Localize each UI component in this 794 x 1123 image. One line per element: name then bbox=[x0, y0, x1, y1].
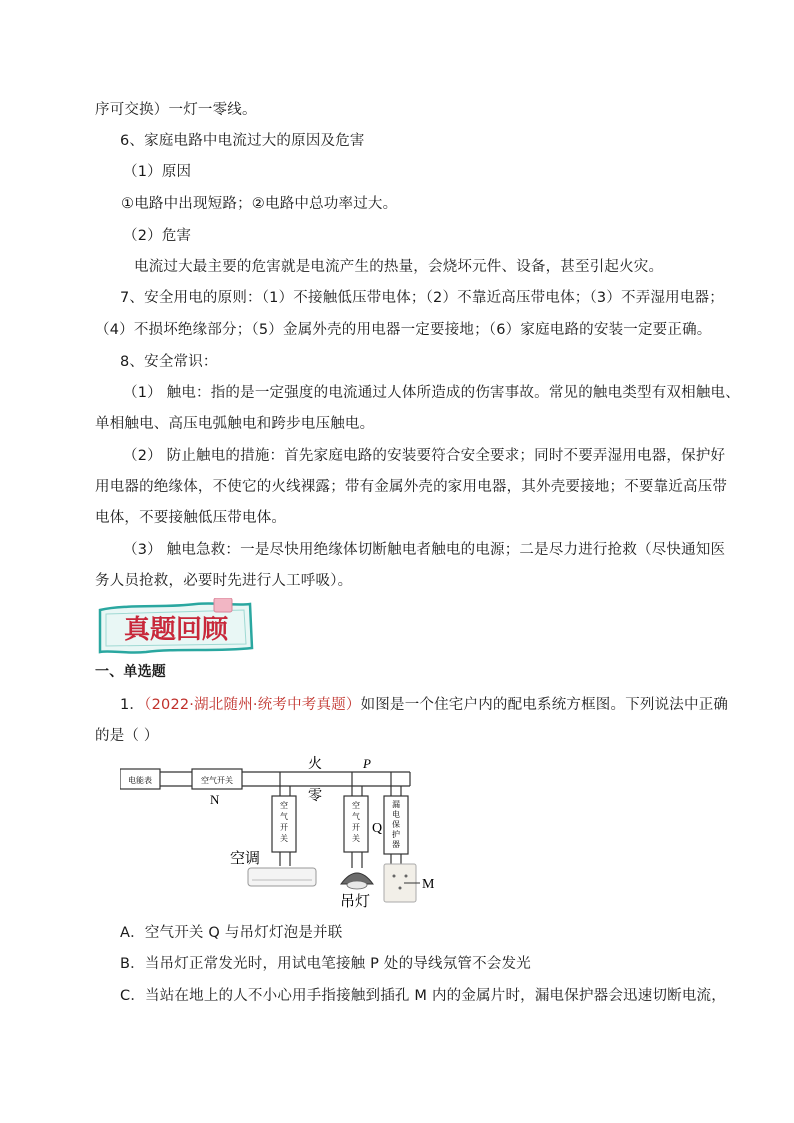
section-banner bbox=[96, 598, 256, 656]
paragraph: 电流过大最主要的危害就是电流产生的热量，会烧坏元件、设备，甚至引起火灾。 bbox=[134, 259, 664, 275]
section-title: 一、单选题 bbox=[95, 664, 166, 680]
label-neutral: 零 bbox=[308, 789, 322, 804]
paragraph: （4）不损坏绝缘部分；（5）金属外壳的用电器一定要接地；（6）家庭电路的安装一定要正确。 bbox=[95, 322, 712, 338]
paragraph: ①电路中出现短路；②电路中总功率过大。 bbox=[121, 196, 398, 212]
banner-title: 真题回顾 bbox=[123, 615, 229, 645]
paragraph: 单相触电、高压电弧触电和跨步电压触电。 bbox=[95, 416, 375, 432]
subheading: （2）危害 bbox=[123, 228, 192, 244]
heading-6: 6、家庭电路中电流过大的原因及危害 bbox=[120, 133, 365, 149]
paragraph: （2） 防止触电的措施：首先家庭电路的安装要符合安全要求；同时不要弄湿用电器，保护好 bbox=[123, 448, 726, 464]
paragraph: 电体，不要接触低压带电体。 bbox=[95, 510, 287, 526]
paragraph: 务人员抢救，必要时先进行人工呼吸）。 bbox=[95, 573, 353, 589]
main-switch-label: 空气开关 bbox=[201, 776, 233, 785]
leak-protector-label: 漏电保护器 bbox=[392, 800, 400, 849]
option-b: B．当吊灯正常发光时，用试电笔接触 P 处的导线氖管不会发光 bbox=[120, 956, 531, 972]
option-c: C．当站在地上的人不小心用手指接触到插孔 M 内的金属片时，漏电保护器会迅速切断电流， bbox=[120, 988, 726, 1004]
heading-8: 8、安全常识： bbox=[120, 354, 218, 370]
question-line bbox=[120, 695, 728, 715]
clip-icon bbox=[214, 598, 232, 612]
question-stem-cont: 的是（ ） bbox=[95, 728, 159, 744]
option-a: A．空气开关 Q 与吊灯灯泡是并联 bbox=[120, 925, 343, 941]
ac-label: 空调 bbox=[230, 851, 261, 867]
label-n: N bbox=[210, 792, 220, 807]
label-q: Q bbox=[372, 821, 383, 836]
meter-label: 电能表 bbox=[128, 776, 152, 785]
distribution-diagram bbox=[120, 752, 450, 912]
paragraph: 用电器的绝缘体，不使它的火线裸露；带有金属外壳的家用电器，其外壳要接地；不要靠近高压带 bbox=[95, 479, 728, 495]
label-live: 火 bbox=[308, 757, 322, 772]
ac-unit-icon bbox=[248, 868, 316, 886]
question-source: （2022·湖北随州·统考中考真题） bbox=[144, 697, 361, 713]
subheading: （1）原因 bbox=[123, 164, 192, 180]
question-number: 1． bbox=[120, 697, 145, 713]
lamp-label: 吊灯 bbox=[340, 894, 371, 910]
paragraph: （1） 触电：指的是一定强度的电流通过人体所造成的伤害事故。常见的触电类型有双相触电、 bbox=[123, 385, 740, 401]
switch2-label: 空气开关 bbox=[352, 801, 360, 843]
question-stem: 如图是一个住宅户内的配电系统方框图。下列说法中正确 bbox=[360, 697, 729, 713]
label-p: P bbox=[363, 756, 371, 771]
label-m: M bbox=[422, 877, 435, 892]
paragraph: （3） 触电急救：一是尽快用绝缘体切断触电者触电的电源；二是尽力进行抢救（尽快通知医 bbox=[123, 542, 726, 558]
paragraph: 序可交换）一灯一零线。 bbox=[95, 102, 257, 118]
switch1-label: 空气开关 bbox=[280, 801, 288, 843]
heading-7: 7、安全用电的原则：（1）不接触低压带电体；（2）不靠近高压带电体；（3）不弄湿用电器； bbox=[120, 290, 724, 306]
